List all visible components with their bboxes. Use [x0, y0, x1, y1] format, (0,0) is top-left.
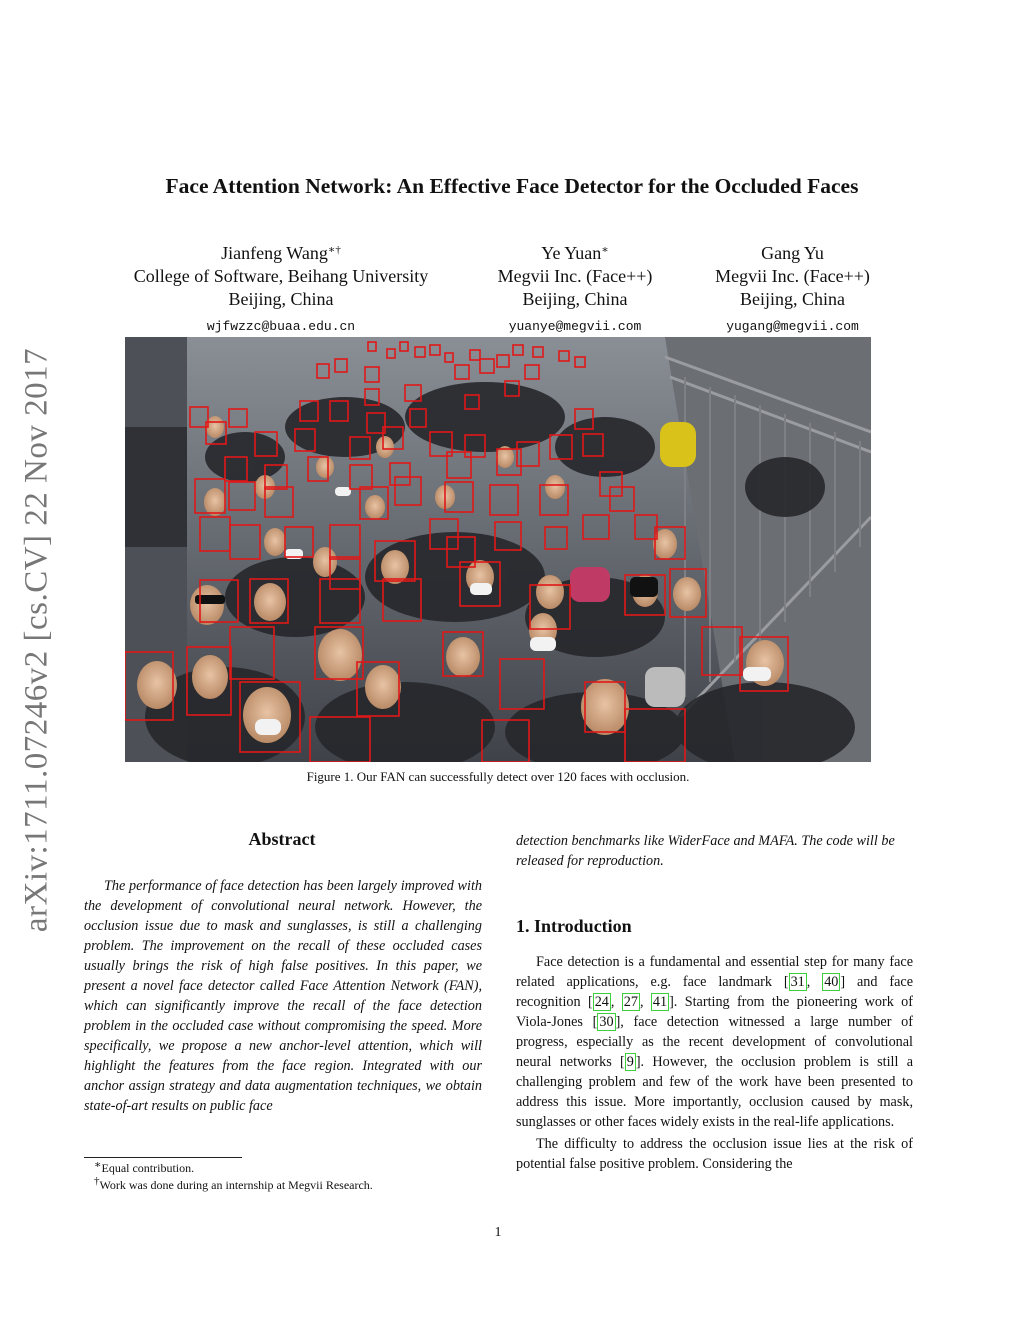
author-email: yugang@megvii.com [726, 319, 859, 334]
crowd-photo-illustration [125, 337, 871, 762]
abstract-continued: detection benchmarks like WiderFace and MAFA. The code will be released for reproduction. [516, 833, 895, 869]
citation-link[interactable]: 41 [652, 994, 668, 1010]
intro-paragraph: The difficulty to address the occlusion issue lies at the risk of potential false positive problem. Considering the [516, 1136, 913, 1172]
footnote-mark: ∗ [94, 1159, 102, 1171]
citation-link[interactable]: 9 [626, 1054, 634, 1070]
citation-link[interactable]: 40 [824, 974, 839, 990]
author-block [106, 242, 456, 338]
intro-paragraph: Face detection is a fundamental and essential step for many face related applications, e.g. face landmark [ 31 , 40 ] and face recognition [ 24 , 27 , 41 ]. Starting from the pioneering work of Viola-Jones [ 30 ], face detection witnessed a large number of progress, especially as the recent development of convolutional neural networks [ 9 ]. However, the occlusion problem is still a challenging problem and few of the work have been presented to address this issue. More importantly, occlusion caused by mask, sunglasses or other faces widely exists in the real-life applications. [516, 954, 914, 1130]
author-location: Beijing, China [522, 289, 628, 309]
author-affiliation: Megvii Inc. (Face++) [715, 266, 870, 286]
introduction-body [516, 952, 913, 1174]
arxiv-identifier: arXiv:1711.07246v2 [cs.CV] 22 Nov 2017 [18, 347, 55, 933]
author-name: Ye Yuan [541, 243, 602, 263]
intro-text: Face detection is a fundamental and essential step for many face related applications, e.g. face landmark [ [516, 954, 913, 990]
author-location: Beijing, China [740, 289, 845, 309]
footnote-text: Equal contribution. [101, 1161, 195, 1175]
citation-link[interactable]: 31 [790, 974, 805, 990]
intro-text: ] and face recognition [ [516, 974, 914, 1010]
paper-title: Face Attention Network: An Effective Face Detector for the Occluded Faces [165, 174, 859, 198]
figure-crowd-detections [125, 337, 871, 762]
footnote-text: Work was done during an internship at Megvii Research. [99, 1178, 373, 1192]
author-marks: ∗ [601, 244, 609, 256]
figure-caption: Figure 1. Our FAN can successfully detect over 120 faces with occlusion. [306, 769, 690, 784]
abstract-heading: Abstract [248, 829, 316, 849]
footnote-divider [84, 1157, 242, 1158]
citation-link[interactable]: 27 [623, 994, 638, 1010]
arxiv-sidebar [16, 340, 58, 940]
author-marks: ∗† [327, 244, 341, 256]
author-location: Beijing, China [228, 289, 334, 309]
footnote [94, 1161, 194, 1176]
author-affiliation: Megvii Inc. (Face++) [497, 266, 653, 286]
intro-text: ]. Starting from the pioneering work of Viola-Jones [ [516, 994, 913, 1030]
footnote [94, 1175, 373, 1193]
author-email: yuanye@megvii.com [508, 319, 642, 334]
section-heading-introduction: 1. Introduction [516, 916, 632, 936]
page-number: 1 [494, 1225, 502, 1240]
footnote-mark: † [94, 1175, 100, 1187]
author-affiliation: College of Software, Beihang University [133, 266, 429, 286]
citation-link[interactable]: 30 [599, 1014, 614, 1030]
author-name: Jianfeng Wang [221, 243, 328, 263]
author-block [475, 242, 675, 338]
author-name: Gang Yu [761, 243, 824, 263]
author-email: wjfwzzc@buaa.edu.cn [206, 319, 356, 334]
citation-link[interactable]: 24 [594, 994, 609, 1010]
intro-text: ]. However, the occlusion problem is still a challenging problem and few of the work have been presented to address this issue. More importantly, occlusion caused by mask, sunglasses or other faces widely exists in the real-life applications. [516, 1054, 913, 1130]
author-block [695, 242, 890, 338]
abstract-text: The performance of face detection has been largely improved with the development of convolutional neural network. However, the occlusion issue due to mask and sunglasses, is still a challenging problem. The improvement on the recall of these occluded cases usually brings the risk of high false positives. In this paper, we present a novel face detector called Face Attention Network (FAN), which can significantly improve the recall of the face detection problem in the occluded case without compromising the speed. More specifically, we propose a new anchor-level attention, which will highlight the features from the face region. Integrated with our anchor assign strategy and data augmentation techniques, we obtain state-of-art results on public face [84, 878, 482, 1114]
intro-text: ], face detection witnessed a large number of progress, especially as the recent development of convolutional neural networks [ [516, 1014, 913, 1070]
